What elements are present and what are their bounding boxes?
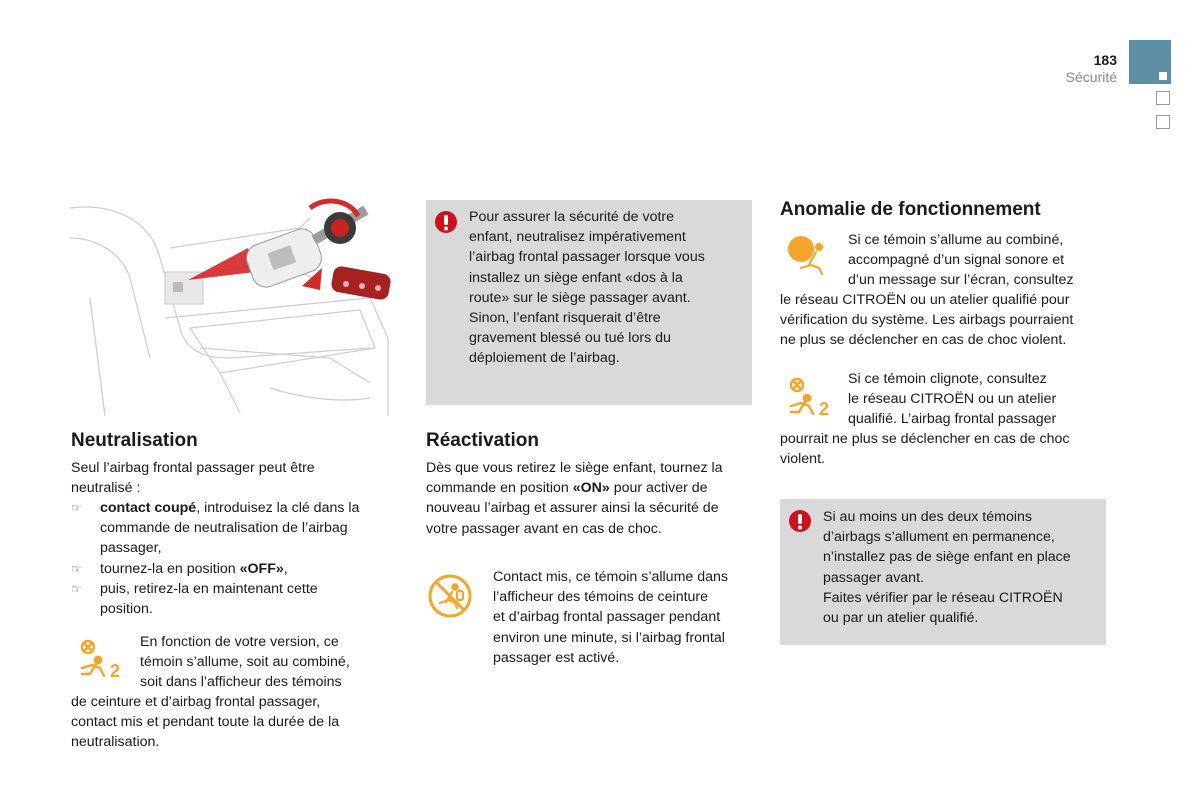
- text-line: Seul l’airbag frontal passager peut être: [71, 460, 315, 476]
- glovebox-illustration: [70, 198, 398, 416]
- reactivation-indicator-text: [493, 567, 755, 668]
- text-line: Pour assurer la sécurité de votre: [469, 209, 675, 225]
- neutralisation-indicator-text-cont: [71, 692, 391, 753]
- text-line: Sinon, l’enfant risquerait d’être: [469, 310, 661, 327]
- anomalie-text-2-cont: [780, 429, 1110, 469]
- text-bold: «OFF»: [239, 560, 284, 577]
- airbag-deactivated-icon: [787, 376, 833, 418]
- text-line: environ une minute, si l’airbag frontal: [493, 629, 725, 646]
- reactivation-heading: Réactivation: [426, 430, 539, 451]
- pointer-hand-icon: ☞: [71, 501, 82, 515]
- exclamation-icon: [435, 211, 457, 233]
- neutralisation-indicator-text: [140, 632, 380, 693]
- text-line: ou par un atelier qualifié.: [823, 610, 979, 627]
- text-line: l’airbag frontal passager lorsque vous: [469, 249, 705, 266]
- text-line: gravement blessé ou tué lors du: [469, 330, 671, 347]
- text-line: Dès que vous retirez le siège enfant, tournez la: [426, 460, 723, 476]
- warning-text-1: [469, 207, 744, 369]
- section-title: Sécurité: [1065, 69, 1117, 85]
- text-line: contact mis et pendant toute la durée de la: [71, 714, 340, 731]
- text-line: passager,: [100, 540, 162, 557]
- text-line: témoin s’allume, soit au combiné,: [140, 654, 350, 671]
- text-span: ,: [283, 560, 288, 577]
- text-bold: contact coupé: [100, 500, 197, 516]
- text-line: Contact mis, ce témoin s’allume dans: [493, 569, 728, 585]
- airbag-off-icon: [427, 573, 473, 619]
- list-item: [71, 559, 391, 579]
- text-span: commande en position: [426, 480, 573, 497]
- text-line: pourrait ne plus se déclencher en cas de choc: [780, 431, 1070, 447]
- text-line: votre passager avant en cas de choc.: [426, 520, 662, 537]
- list-item: [71, 579, 391, 619]
- text-line: le réseau CITROËN ou un atelier: [848, 391, 1057, 408]
- pointer-hand-icon: ☞: [71, 561, 82, 576]
- text-line: enfant, neutralisez impérativement: [469, 229, 686, 246]
- text-line: et d’airbag frontal passager pendant: [493, 609, 721, 626]
- warning-text-2: [823, 507, 1101, 628]
- reactivation-text: [426, 458, 756, 539]
- text-line: de ceinture et d’airbag frontal passager,: [71, 694, 321, 710]
- text-line: vérification du système. Les airbags pourraient: [780, 312, 1074, 329]
- text-line: l’afficheur des témoins de ceinture: [493, 589, 709, 606]
- neutralisation-steps: [71, 498, 391, 619]
- text-line: d’un message sur l’écran, consultez: [848, 272, 1074, 289]
- text-line: n’installez pas de siège enfant en place: [823, 549, 1071, 566]
- text-line: nouveau l’airbag et assurer ainsi la sécurité de: [426, 500, 719, 517]
- airbag-warning-icon: [787, 235, 829, 275]
- section-tab-box: [1156, 91, 1170, 105]
- page-number: 183: [1093, 52, 1117, 68]
- anomalie-text-1-cont: [780, 290, 1110, 351]
- svg-text:2: 2: [819, 399, 830, 418]
- airbag-deactivated-icon: [78, 638, 124, 680]
- text-line: commande de neutralisation de l’airbag: [100, 520, 348, 537]
- text-span: , introduisez la clé dans la: [196, 500, 360, 516]
- text-line: route» sur le siège passager avant.: [469, 289, 691, 306]
- text-line: Faites vérifier par le réseau CITROËN: [823, 589, 1063, 606]
- exclamation-icon: [789, 510, 811, 532]
- text-line: neutralisé :: [71, 480, 141, 497]
- text-line: Si ce témoin s’allume au combiné,: [848, 232, 1064, 248]
- section-tab-box: [1156, 115, 1170, 129]
- svg-text:2: 2: [110, 661, 121, 680]
- text-line: soit dans l’afficheur des témoins: [140, 674, 342, 691]
- anomalie-text-1: [848, 230, 1108, 291]
- text-span: tournez-la en position: [100, 560, 240, 577]
- neutralisation-heading: Neutralisation: [71, 430, 198, 451]
- neutralisation-intro: [71, 458, 391, 498]
- text-line: Si au moins un des deux témoins: [823, 509, 1032, 525]
- text-line: neutralisation.: [71, 734, 160, 751]
- text-line: le réseau CITROËN ou un atelier qualifié pour: [780, 292, 1070, 308]
- text-line: ne plus se déclencher en cas de choc violent.: [780, 332, 1067, 349]
- text-line: d’airbags s’allument en permanence,: [823, 529, 1055, 546]
- text-line: déploiement de l’airbag.: [469, 350, 620, 367]
- list-item: [71, 498, 391, 559]
- text-line: puis, retirez-la en maintenant cette: [100, 580, 318, 597]
- anomalie-text-2: [848, 369, 1108, 430]
- text-line: passager avant.: [823, 569, 924, 586]
- section-tab-marker: [1159, 72, 1167, 80]
- text-line: qualifié. L’airbag frontal passager: [848, 411, 1057, 428]
- text-bold: «ON»: [572, 480, 610, 497]
- text-line: Si ce témoin clignote, consultez: [848, 371, 1047, 387]
- text-line: passager est activé.: [493, 649, 620, 666]
- pointer-hand-icon: ☞: [71, 581, 82, 596]
- text-line: En fonction de votre version, ce: [140, 634, 339, 650]
- text-line: accompagné d’un signal sonore et: [848, 252, 1065, 269]
- anomalie-heading: Anomalie de fonctionnement: [780, 199, 1041, 220]
- text-line: position.: [100, 601, 153, 618]
- text-span: pour activer de: [609, 480, 708, 497]
- text-line: violent.: [780, 451, 825, 468]
- text-line: installez un siège enfant «dos à la: [469, 269, 683, 286]
